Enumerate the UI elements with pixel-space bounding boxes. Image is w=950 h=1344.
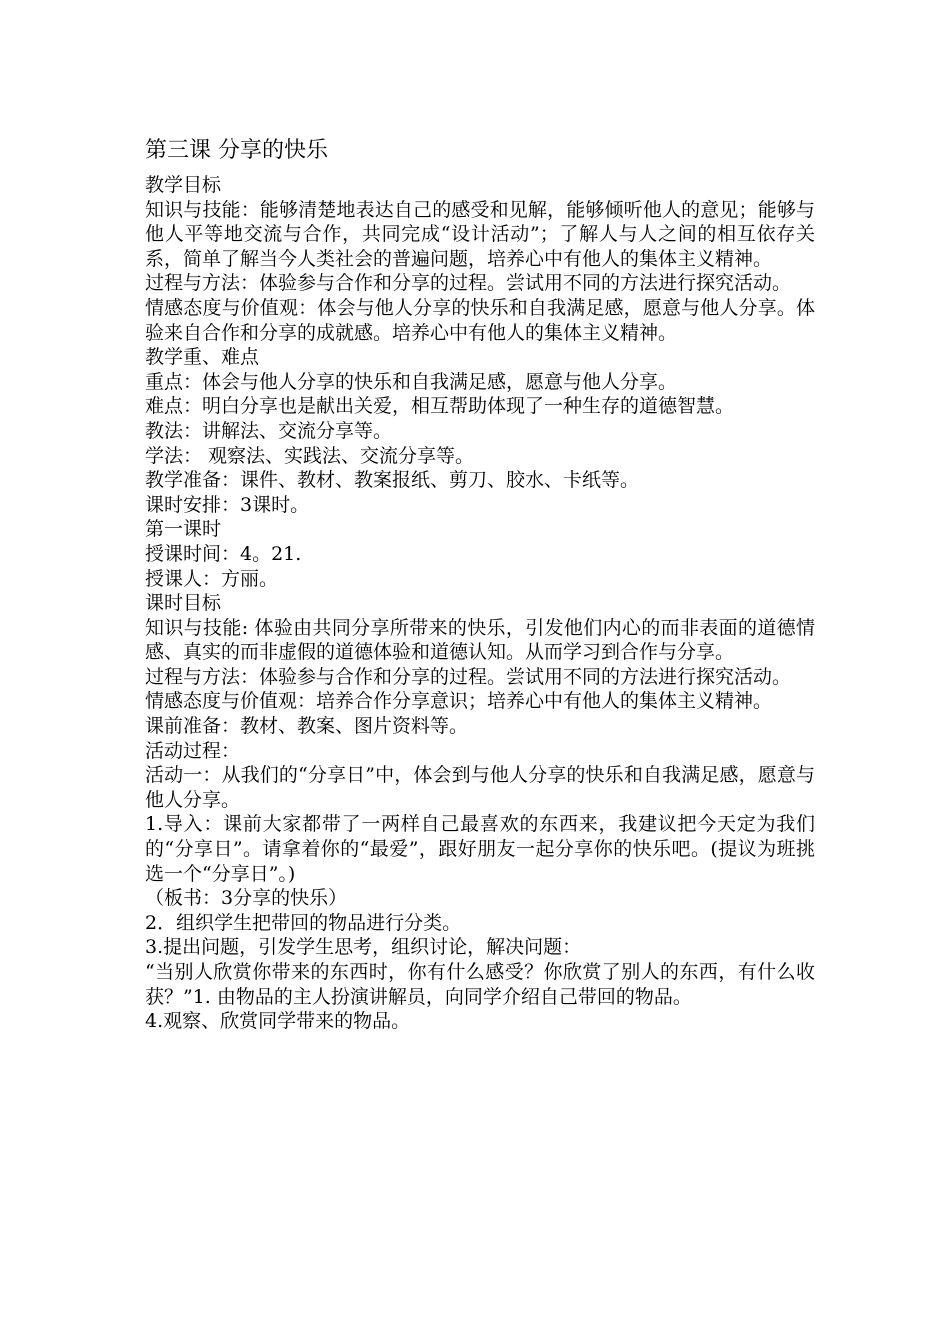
paragraph-knowledge-skills: 知识与技能：能够清楚地表达自己的感受和见解，能够倾听他人的意见；能够与他人平等地交流与合作，共同完成“设计活动”；了解人与人之间的相互依存关系，简单了解当今人类社会的普遍问题，培养心中有他人的集体主义精神。 — [145, 198, 815, 270]
paragraph-learning-methods: 学法： 观察法、实践法、交流分享等。 — [145, 444, 475, 467]
paragraph-difficult-point: 难点：明白分享也是献出关爱，相互帮助体现了一种生存的道德智慧。 — [145, 395, 735, 418]
paragraph-step-classify: 2．组织学生把带回的物品进行分类。 — [145, 911, 462, 934]
lesson-title: 第三课 分享的快乐 — [145, 138, 328, 163]
paragraph-activity-one: 活动一：从我们的“分享日”中，体会到与他人分享的快乐和自我满足感，愿意与他人分享。 — [145, 764, 815, 811]
paragraph-lesson-emotion-values: 情感态度与价值观：培养合作分享意识；培养心中有他人的集体主义精神。 — [145, 690, 773, 713]
paragraph-lesson-process-methods: 过程与方法：体验参与合作和分享的过程。尝试用不同的方法进行探究活动。 — [145, 665, 792, 688]
paragraph-key-point: 重点：体会与他人分享的快乐和自我满足感，愿意与他人分享。 — [145, 370, 678, 393]
paragraph-question-quote: “当别人欣赏你带来的东西时，你有什么感受？你欣赏了别人的东西，有什么收获？”1. 由物品的主人扮演讲解员，向同学介绍自己带回的物品。 — [145, 961, 815, 1008]
paragraph-pre-class-prep: 课前准备：教材、教案、图片资料等。 — [145, 715, 469, 738]
paragraph-step-questions: 3.提出问题，引发学生思考，组织讨论，解决问题： — [145, 936, 582, 959]
heading-key-difficult-points: 教学重、难点 — [145, 346, 260, 369]
document-page — [145, 133, 815, 1034]
paragraph-lesson-time: 授课时间：4。21. — [145, 542, 302, 565]
paragraph-teacher: 授课人：方丽。 — [145, 567, 279, 590]
paragraph-lesson-knowledge-skills: 知识与技能: 体验由共同分享所带来的快乐，引发他们内心的而非表面的道德情感、真实的而非虚假的道德体验和道德认知。从而学习到合作与分享。 — [145, 616, 815, 664]
paragraph-teaching-methods: 教法：讲解法、交流分享等。 — [145, 419, 393, 442]
paragraph-step-observe: 4.观察、欣赏同学带来的物品。 — [145, 1010, 411, 1033]
paragraph-schedule: 课时安排：3课时。 — [145, 493, 310, 516]
heading-first-lesson: 第一课时 — [145, 518, 222, 541]
paragraph-emotion-values: 情感态度与价值观：体会与他人分享的快乐和自我满足感，愿意与他人分享。体验来自合作和分享的成就感。培养心中有他人的集体主义精神。 — [145, 296, 815, 344]
paragraph-teaching-prep: 教学准备：课件、教材、教案报纸、剪刀、胶水、卡纸等。 — [145, 469, 640, 492]
paragraph-process-methods: 过程与方法：体验参与合作和分享的过程。尝试用不同的方法进行探究活动。 — [145, 272, 792, 295]
heading-teaching-goals: 教学目标 — [145, 174, 222, 196]
heading-activity-process: 活动过程： — [145, 739, 241, 762]
paragraph-step-intro: 1.导入：课前大家都带了一两样自己最喜欢的东西来，我建议把今天定为我们的“分享日”。请拿着你的“最爱”，跟好朋友一起分享你的快乐吧。(提议为班挑选一个“分享日”。) — [145, 813, 815, 885]
paragraph-board-note: （板书：3分享的快乐） — [145, 887, 348, 910]
heading-lesson-goals: 课时目标 — [145, 592, 222, 615]
